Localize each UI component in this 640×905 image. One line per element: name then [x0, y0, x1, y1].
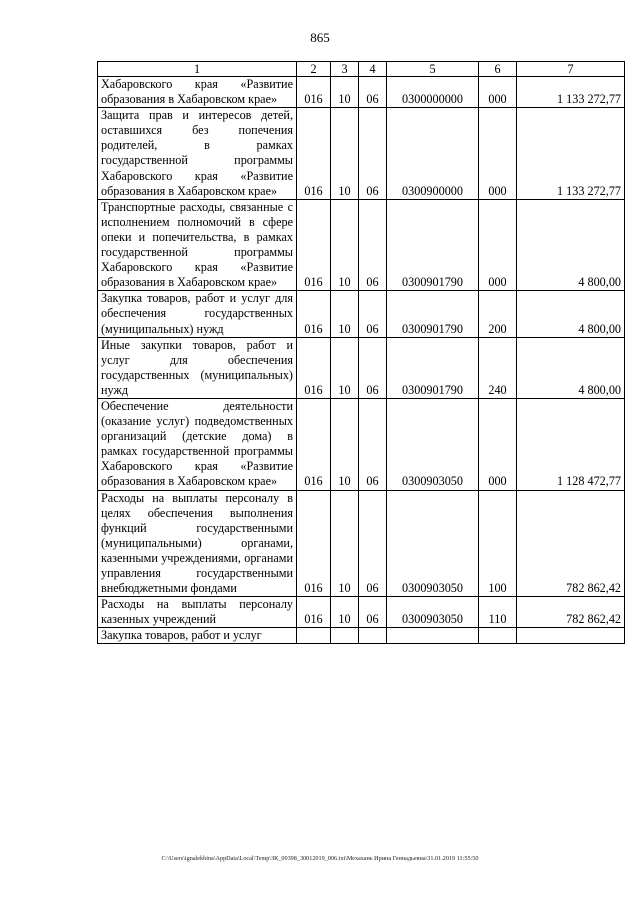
row-name: Транспортные расходы, связанные с исполнением полномочий в сфере опеки и попечительства, в рамках государственной программы Хабаровского края «Развитие образования в Хабаровском крае» [98, 199, 297, 291]
col-header-7: 7 [517, 62, 625, 77]
row-code-5: 0300903050 [387, 597, 479, 628]
row-code-6: 000 [479, 77, 517, 108]
row-code-2: 016 [297, 291, 331, 337]
table-row [98, 337, 625, 398]
header-row [98, 62, 625, 77]
row-name: Иные закупки товаров, работ и услуг для обеспечения государственных (муниципальных) нужд [98, 337, 297, 398]
row-code-5: 0300903050 [387, 398, 479, 490]
row-amount: 4 800,00 [517, 199, 625, 291]
row-name: Защита прав и интересов детей, оставшихся без попечения родителей, в рамках государственной программы Хабаровского края «Развитие образования в Хабаровском крае» [98, 108, 297, 200]
row-code-4: 06 [359, 77, 387, 108]
file-path-footer: C:\Users\ignalekhina\AppData\Local\Temp\ЗК_00398_30012019_006.txt\Мехахань Ирина Геннадьевна\31.01.2019 11:55:50 [161, 855, 479, 862]
row-code-6: 000 [479, 398, 517, 490]
row-code-3: 10 [331, 199, 359, 291]
row-amount: 1 133 272,77 [517, 77, 625, 108]
row-code-3: 10 [331, 490, 359, 597]
row-amount [517, 628, 625, 644]
row-code-5: 0300901790 [387, 199, 479, 291]
table-row [98, 490, 625, 597]
row-code-4: 06 [359, 398, 387, 490]
row-code-4: 06 [359, 199, 387, 291]
row-code-2: 016 [297, 199, 331, 291]
row-code-2: 016 [297, 490, 331, 597]
row-code-2: 016 [297, 597, 331, 628]
row-amount: 1 128 472,77 [517, 398, 625, 490]
row-code-4 [359, 628, 387, 644]
row-amount: 1 133 272,77 [517, 108, 625, 200]
row-code-6: 110 [479, 597, 517, 628]
row-code-2: 016 [297, 398, 331, 490]
row-name: Расходы на выплаты персоналу казенных учреждений [98, 597, 297, 628]
table-row [98, 398, 625, 490]
row-amount: 782 862,42 [517, 490, 625, 597]
row-code-5: 0300000000 [387, 77, 479, 108]
row-name: Закупка товаров, работ и услуг для обеспечения государственных (муниципальных) нужд [98, 291, 297, 337]
row-code-3: 10 [331, 337, 359, 398]
row-code-5: 0300901790 [387, 291, 479, 337]
row-code-3: 10 [331, 597, 359, 628]
row-code-3: 10 [331, 291, 359, 337]
row-code-6: 000 [479, 108, 517, 200]
table-row [98, 77, 625, 108]
table-row [98, 628, 625, 644]
table-row [98, 199, 625, 291]
row-code-5: 0300900000 [387, 108, 479, 200]
row-code-6 [479, 628, 517, 644]
row-code-5: 0300901790 [387, 337, 479, 398]
row-code-4: 06 [359, 108, 387, 200]
col-header-3: 3 [331, 62, 359, 77]
row-code-5: 0300903050 [387, 490, 479, 597]
row-code-3: 10 [331, 398, 359, 490]
row-code-3 [331, 628, 359, 644]
col-header-6: 6 [479, 62, 517, 77]
row-amount: 782 862,42 [517, 597, 625, 628]
row-code-2: 016 [297, 108, 331, 200]
table-row [98, 291, 625, 337]
row-amount: 4 800,00 [517, 337, 625, 398]
row-code-5 [387, 628, 479, 644]
row-code-6: 240 [479, 337, 517, 398]
col-header-1: 1 [98, 62, 297, 77]
row-code-3: 10 [331, 77, 359, 108]
row-amount: 4 800,00 [517, 291, 625, 337]
col-header-5: 5 [387, 62, 479, 77]
row-code-2 [297, 628, 331, 644]
row-code-4: 06 [359, 337, 387, 398]
row-name: Закупка товаров, работ и услуг [98, 628, 297, 644]
row-name: Обеспечение деятельности (оказание услуг) подведомственных организаций (детские дома) в рамках государственной программы Хабаровского края «Развитие образования в Хабаровском крае» [98, 398, 297, 490]
table-row [98, 108, 625, 200]
row-code-6: 100 [479, 490, 517, 597]
row-code-2: 016 [297, 77, 331, 108]
row-code-6: 200 [479, 291, 517, 337]
row-code-4: 06 [359, 291, 387, 337]
row-code-4: 06 [359, 597, 387, 628]
row-code-4: 06 [359, 490, 387, 597]
table-row [98, 597, 625, 628]
row-code-3: 10 [331, 108, 359, 200]
col-header-4: 4 [359, 62, 387, 77]
page-number: 865 [310, 30, 330, 45]
row-code-6: 000 [479, 199, 517, 291]
row-name: Хабаровского края «Развитие образования в Хабаровском крае» [98, 77, 297, 108]
row-code-2: 016 [297, 337, 331, 398]
row-name: Расходы на выплаты персоналу в целях обеспечения выполнения функций государственными (муниципальными) органами, казенными учреждениями, органами управления государственными внебюджетными фондами [98, 490, 297, 597]
col-header-2: 2 [297, 62, 331, 77]
budget-table [97, 61, 625, 644]
